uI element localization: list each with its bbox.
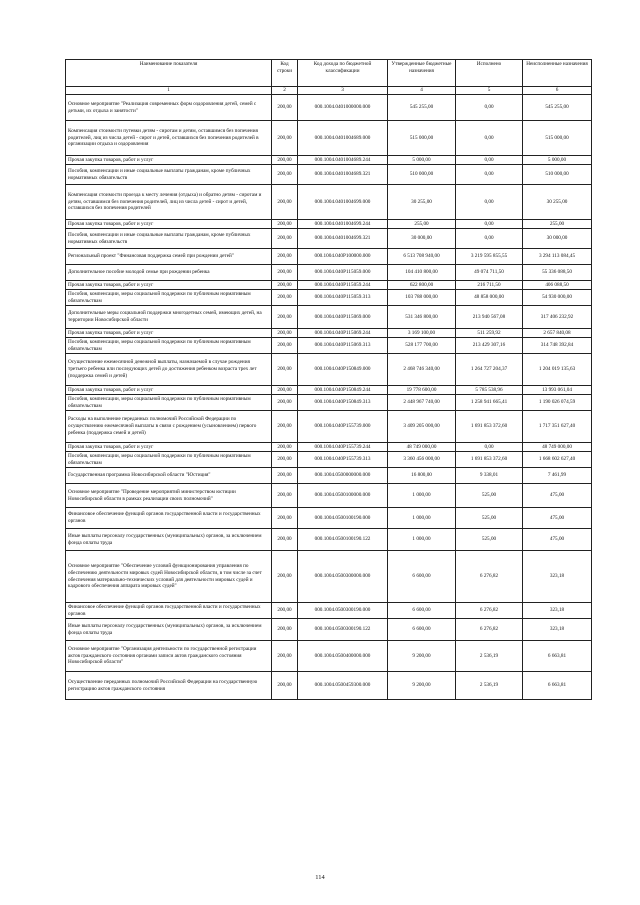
row-income-code: 000.1004.0401004689.000	[298, 121, 388, 156]
table-row	[66, 452, 592, 468]
row-line-code: 200,00	[272, 452, 298, 468]
row-unexecuted: 6 663,81	[523, 672, 592, 700]
table-row	[66, 329, 592, 338]
report-sheet	[65, 59, 591, 700]
row-income-code: 000.1004.040P115069.000	[298, 306, 388, 329]
row-income-code: 000.1004.0401000000.000	[298, 95, 388, 121]
row-executed: 6 276,82	[456, 551, 523, 603]
row-name: Иные выплаты персоналу государственных (муниципальных) органов, за исключением фонда оплаты труда	[66, 529, 272, 551]
row-approved: 515 000,00	[388, 121, 456, 156]
row-income-code: 000.1004.040P155739.244	[298, 443, 388, 452]
row-name: Пособия, компенсации, меры социальной поддержки по публичным нормативным обязательствам	[66, 290, 272, 306]
row-name: Пособия, компенсации, меры социальной поддержки по публичным нормативным обязательствам	[66, 338, 272, 354]
row-name: Прочая закупка товаров, работ и услуг	[66, 386, 272, 395]
row-income-code: 000.1004.0401004689.244	[298, 156, 388, 165]
column-index: 1	[66, 87, 272, 95]
row-unexecuted: 323,18	[523, 603, 592, 619]
row-approved: 2 448 967 740,00	[388, 395, 456, 411]
table-row	[66, 229, 592, 249]
row-executed: 1 691 853 372,60	[456, 452, 523, 468]
row-executed: 213 429 307,16	[456, 338, 523, 354]
row-unexecuted: 7 461,99	[523, 468, 592, 484]
row-approved: 30 000,00	[388, 229, 456, 249]
table-row	[66, 386, 592, 395]
row-approved: 510 000,00	[388, 165, 456, 185]
row-income-code: 000.1004.0500459300.000	[298, 672, 388, 700]
row-income-code: 000.1004.040P100000.000	[298, 249, 388, 265]
row-name: Пособия, компенсации и иные социальные выплаты гражданам, кроме публичных нормативных обязательств	[66, 165, 272, 185]
header-income-code: Код дохода по бюджетной классификации	[298, 60, 388, 87]
row-unexecuted: 1 668 602 627,40	[523, 452, 592, 468]
row-executed: 2 536,19	[456, 641, 523, 672]
row-income-code: 000.1004.040P115069.244	[298, 329, 388, 338]
column-index: 3	[298, 87, 388, 95]
row-income-code: 000.1004.0500300000.000	[298, 551, 388, 603]
row-line-code: 200,00	[272, 229, 298, 249]
row-line-code: 200,00	[272, 386, 298, 395]
table-body	[66, 95, 592, 700]
row-approved: 3 169 100,00	[388, 329, 456, 338]
row-income-code: 000.1004.0500400000.000	[298, 641, 388, 672]
row-unexecuted: 55 336 088,50	[523, 265, 592, 281]
row-executed: 0,00	[456, 121, 523, 156]
table-row	[66, 165, 592, 185]
row-executed: 2 536,19	[456, 672, 523, 700]
row-unexecuted: 30 255,00	[523, 185, 592, 220]
row-executed: 48 858 000,00	[456, 290, 523, 306]
row-income-code: 000.1004.0401004699.244	[298, 220, 388, 229]
row-executed: 6 276,82	[456, 603, 523, 619]
row-name: Пособия, компенсации и иные социальные выплаты гражданам, кроме публичных нормативных обязательств	[66, 229, 272, 249]
row-income-code: 000.1004.040P150849.000	[298, 354, 388, 386]
column-index: 5	[456, 87, 523, 95]
row-unexecuted: 475,00	[523, 508, 592, 529]
header-indicator-name: Наименование показателя	[66, 60, 272, 87]
row-line-code: 200,00	[272, 603, 298, 619]
row-name: Осуществление переданных полномочий Российской Федерации на государственную регистрацию актов гражданского состояния	[66, 672, 272, 700]
row-line-code: 200,00	[272, 395, 298, 411]
row-name: Компенсация стоимости путевки детям - сиротам и детям, оставшимся без попечения родителей, лиц из числа детей - сирот и детей, оставшихся без попечения родителей в организации отдыха и оздоровления	[66, 121, 272, 156]
row-unexecuted: 406 088,50	[523, 281, 592, 290]
table-row	[66, 354, 592, 386]
page-number: 114	[315, 874, 325, 881]
row-executed: 0,00	[456, 95, 523, 121]
table-row	[66, 603, 592, 619]
budget-execution-table	[65, 59, 592, 700]
column-index: 6	[523, 87, 592, 95]
row-executed: 511 259,92	[456, 329, 523, 338]
row-name: Основное мероприятие "Проведение мероприятий министерством юстиции Новосибирской области в рамках реализации своих полномочий"	[66, 484, 272, 508]
row-unexecuted: 515 000,00	[523, 121, 592, 156]
column-index: 4	[388, 87, 456, 95]
row-income-code: 000.1004.0500100190.000	[298, 508, 388, 529]
table-row	[66, 395, 592, 411]
row-executed: 0,00	[456, 185, 523, 220]
row-name: Иные выплаты персоналу государственных (муниципальных) органов, за исключением фонда оплаты труда	[66, 619, 272, 641]
row-name: Финансовое обеспечение функций органов государственной власти и государственных органов	[66, 603, 272, 619]
row-line-code: 200,00	[272, 156, 298, 165]
row-line-code: 200,00	[272, 468, 298, 484]
row-line-code: 200,00	[272, 220, 298, 229]
row-line-code: 200,00	[272, 338, 298, 354]
row-executed: 525,00	[456, 529, 523, 551]
header-executed: Исполнено	[456, 60, 523, 87]
row-line-code: 200,00	[272, 329, 298, 338]
row-line-code: 200,00	[272, 529, 298, 551]
row-income-code: 000.1004.040P150849.313	[298, 395, 388, 411]
header-row	[66, 60, 592, 87]
row-executed: 49 074 711,50	[456, 265, 523, 281]
row-executed: 0,00	[456, 156, 523, 165]
row-line-code: 200,00	[272, 249, 298, 265]
row-approved: 9 200,00	[388, 672, 456, 700]
table-row	[66, 443, 592, 452]
row-approved: 6 600,00	[388, 603, 456, 619]
row-approved: 48 749 000,00	[388, 443, 456, 452]
row-unexecuted: 2 657 840,08	[523, 329, 592, 338]
row-name: Основное мероприятие "Организация деятельности по государственной регистрации актов гражданского состояния органами записи актов гражданского состояния Новосибирской области"	[66, 641, 272, 672]
table-row	[66, 529, 592, 551]
row-unexecuted: 54 930 000,00	[523, 290, 592, 306]
row-unexecuted: 323,18	[523, 619, 592, 641]
table-row	[66, 619, 592, 641]
row-name: Компенсация стоимости проезда к месту лечения (отдыха) и обратно детям - сиротам и детям, оставшимся без попечения родителей, лиц из числа детей - сирот и детей, оставшихся без попечения родителей	[66, 185, 272, 220]
row-line-code: 200,00	[272, 354, 298, 386]
row-approved: 104 410 800,00	[388, 265, 456, 281]
row-line-code: 200,00	[272, 281, 298, 290]
row-approved: 2 468 746 340,00	[388, 354, 456, 386]
row-executed: 0,00	[456, 443, 523, 452]
row-unexecuted: 30 000,00	[523, 229, 592, 249]
row-income-code: 000.1004.040P115059.244	[298, 281, 388, 290]
row-income-code: 000.1004.0500100190.122	[298, 529, 388, 551]
table-row	[66, 641, 592, 672]
row-unexecuted: 6 663,81	[523, 641, 592, 672]
row-approved: 6 513 708 940,00	[388, 249, 456, 265]
row-name: Пособия, компенсации, меры социальной поддержки по публичным нормативным обязательствам	[66, 395, 272, 411]
row-approved: 1 000,00	[388, 484, 456, 508]
row-executed: 0,00	[456, 165, 523, 185]
row-name: Пособия, компенсации, меры социальной поддержки по публичным нормативным обязательствам	[66, 452, 272, 468]
table-row	[66, 672, 592, 700]
row-name: Прочая закупка товаров, работ и услуг	[66, 329, 272, 338]
row-approved: 6 600,00	[388, 551, 456, 603]
row-approved: 3 360 456 000,00	[388, 452, 456, 468]
row-unexecuted: 48 749 000,00	[523, 443, 592, 452]
row-name: Расходы на выполнение переданных полномочий Российской Федерации по осуществлению ежемесячной выплаты в связи с рождением (усыновлением) первого ребенка (поддержка семей и детей)	[66, 411, 272, 443]
row-approved: 16 800,00	[388, 468, 456, 484]
row-executed: 5 785 538,96	[456, 386, 523, 395]
header-approved: Утвержденные бюджетные назначения	[388, 60, 456, 87]
row-income-code: 000.1004.040P150849.244	[298, 386, 388, 395]
row-unexecuted: 5 000,00	[523, 156, 592, 165]
row-income-code: 000.1004.0500000000.000	[298, 468, 388, 484]
row-executed: 213 940 567,08	[456, 306, 523, 329]
row-income-code: 000.1004.040P115069.313	[298, 338, 388, 354]
column-index: 2	[272, 87, 298, 95]
row-unexecuted: 255,00	[523, 220, 592, 229]
row-approved: 622 800,00	[388, 281, 456, 290]
table-row	[66, 281, 592, 290]
header-unexecuted: Неисполненные назначения	[523, 60, 592, 87]
row-line-code: 200,00	[272, 619, 298, 641]
row-approved: 528 177 700,00	[388, 338, 456, 354]
row-approved: 1 000,00	[388, 508, 456, 529]
row-unexecuted: 1 204 019 135,63	[523, 354, 592, 386]
row-approved: 5 000,00	[388, 156, 456, 165]
row-income-code: 000.1004.040P155739.000	[298, 411, 388, 443]
table-row	[66, 468, 592, 484]
table-row	[66, 484, 592, 508]
row-line-code: 200,00	[272, 290, 298, 306]
row-unexecuted: 1 717 351 627,40	[523, 411, 592, 443]
table-row	[66, 265, 592, 281]
row-unexecuted: 13 993 061,04	[523, 386, 592, 395]
row-executed: 1 691 853 372,60	[456, 411, 523, 443]
row-approved: 6 600,00	[388, 619, 456, 641]
row-line-code: 200,00	[272, 306, 298, 329]
row-income-code: 000.1004.0401004699.321	[298, 229, 388, 249]
row-unexecuted: 1 190 026 074,59	[523, 395, 592, 411]
row-income-code: 000.1004.0401004689.321	[298, 165, 388, 185]
row-line-code: 200,00	[272, 185, 298, 220]
row-approved: 19 778 600,00	[388, 386, 456, 395]
row-approved: 9 200,00	[388, 641, 456, 672]
row-income-code: 000.1004.0401004699.000	[298, 185, 388, 220]
row-name: Прочая закупка товаров, работ и услуг	[66, 443, 272, 452]
row-approved: 103 788 000,00	[388, 290, 456, 306]
row-line-code: 200,00	[272, 165, 298, 185]
row-approved: 3 409 205 000,00	[388, 411, 456, 443]
row-executed: 1 264 727 204,37	[456, 354, 523, 386]
row-name: Региональный проект "Финансовая поддержка семей при рождении детей"	[66, 249, 272, 265]
table-row	[66, 508, 592, 529]
row-executed: 9 338,01	[456, 468, 523, 484]
row-name: Государственная программа Новосибирской области "Юстиция"	[66, 468, 272, 484]
table-row	[66, 185, 592, 220]
table-row	[66, 338, 592, 354]
row-line-code: 200,00	[272, 508, 298, 529]
table-row	[66, 249, 592, 265]
row-unexecuted: 314 748 392,84	[523, 338, 592, 354]
row-income-code: 000.1004.040P155739.313	[298, 452, 388, 468]
row-approved: 531 346 800,00	[388, 306, 456, 329]
row-approved: 545 255,00	[388, 95, 456, 121]
row-executed: 0,00	[456, 229, 523, 249]
row-unexecuted: 545 255,00	[523, 95, 592, 121]
row-income-code: 000.1004.040P115059.313	[298, 290, 388, 306]
row-executed: 216 711,50	[456, 281, 523, 290]
row-executed: 525,00	[456, 508, 523, 529]
row-income-code: 000.1004.0500300190.000	[298, 603, 388, 619]
row-unexecuted: 475,00	[523, 529, 592, 551]
row-name: Дополнительное пособие молодой семье при рождении ребенка	[66, 265, 272, 281]
row-line-code: 200,00	[272, 672, 298, 700]
row-income-code: 000.1004.0500100000.000	[298, 484, 388, 508]
row-income-code: 000.1004.0500300190.122	[298, 619, 388, 641]
table-row	[66, 551, 592, 603]
table-row	[66, 121, 592, 156]
table-row	[66, 156, 592, 165]
row-approved: 30 255,00	[388, 185, 456, 220]
row-income-code: 000.1004.040P115059.000	[298, 265, 388, 281]
row-unexecuted: 3 294 113 084,45	[523, 249, 592, 265]
row-name: Прочая закупка товаров, работ и услуг	[66, 220, 272, 229]
table-row	[66, 95, 592, 121]
row-name: Прочая закупка товаров, работ и услуг	[66, 156, 272, 165]
table-row	[66, 306, 592, 329]
row-unexecuted: 323,18	[523, 551, 592, 603]
row-executed: 1 258 941 665,41	[456, 395, 523, 411]
row-unexecuted: 510 000,00	[523, 165, 592, 185]
row-line-code: 200,00	[272, 484, 298, 508]
column-index-row	[66, 87, 592, 95]
row-name: Осуществление ежемесячной денежной выплаты, назначаемой в случае рождения третьего ребенка или последующих детей до достижения ребенком возраста трех лет (поддержка семей и детей)	[66, 354, 272, 386]
row-line-code: 200,00	[272, 641, 298, 672]
row-executed: 525,00	[456, 484, 523, 508]
header-line-code: Код строки	[272, 60, 298, 87]
row-unexecuted: 475,00	[523, 484, 592, 508]
row-name: Основное мероприятие "Реализация современных форм оздоровления детей, семей с детьми, их отдыха и занятости"	[66, 95, 272, 121]
row-name: Основное мероприятие "Обеспечение условий функционирования управления по обеспечению деятельности мировых судей Новосибирской области, в том числе за счет обеспечения материально-технических условий для деятельности мировых судей и кадрового обеспечения аппарата мировых судей"	[66, 551, 272, 603]
row-line-code: 200,00	[272, 265, 298, 281]
row-name: Финансовое обеспечение функций органов государственной власти и государственных органов	[66, 508, 272, 529]
row-name: Дополнительные меры социальной поддержки многодетных семей, имеющих детей, на территории Новосибирской области	[66, 306, 272, 329]
row-name: Прочая закупка товаров, работ и услуг	[66, 281, 272, 290]
row-line-code: 200,00	[272, 411, 298, 443]
row-line-code: 200,00	[272, 121, 298, 156]
row-approved: 255,00	[388, 220, 456, 229]
row-line-code: 200,00	[272, 95, 298, 121]
row-approved: 1 000,00	[388, 529, 456, 551]
row-unexecuted: 317 406 232,92	[523, 306, 592, 329]
table-row	[66, 411, 592, 443]
table-row	[66, 290, 592, 306]
row-executed: 6 276,82	[456, 619, 523, 641]
row-executed: 3 219 595 855,55	[456, 249, 523, 265]
table-row	[66, 220, 592, 229]
row-line-code: 200,00	[272, 551, 298, 603]
row-line-code: 200,00	[272, 443, 298, 452]
row-executed: 0,00	[456, 220, 523, 229]
